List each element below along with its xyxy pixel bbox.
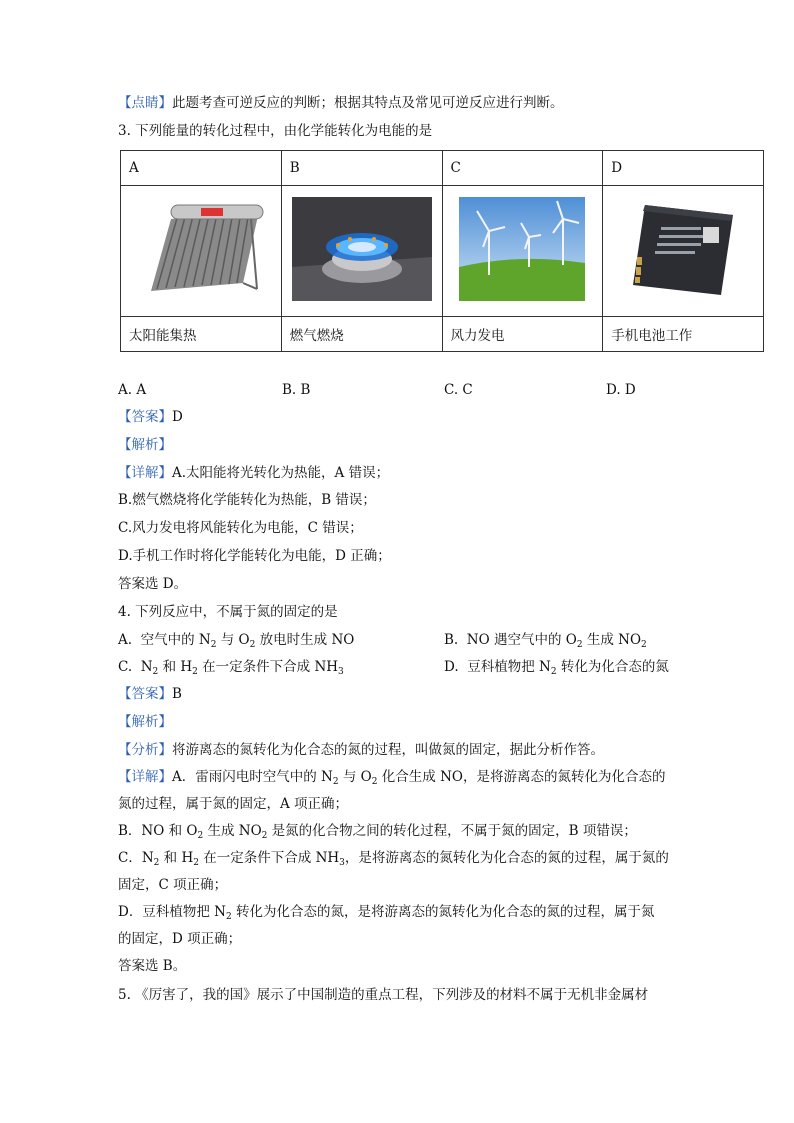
q3-image-cell-a	[121, 186, 282, 317]
q3-caption-b: 燃气燃烧	[281, 317, 442, 352]
q4-analysis-tag: 【解析】	[118, 714, 172, 730]
tip-tag: 【点睛】	[118, 95, 172, 111]
q4-option-b: B. NO 遇空气中的 $O_2$ 生成 $NO_2$	[444, 632, 647, 650]
q3-option-c: C. C	[444, 382, 473, 398]
q4-detail-line-5: 固定，C 项正确；	[118, 877, 228, 893]
solar-water-heater-image	[131, 199, 271, 299]
q3-answer: D	[172, 409, 183, 425]
phone-battery-image	[623, 197, 743, 301]
wind-turbines-image	[459, 197, 585, 301]
q3-header-a: A	[121, 151, 282, 186]
q3-detail-line-1	[118, 463, 389, 483]
q4-answer-line	[118, 684, 182, 704]
q3-detail-tag: 【详解】	[118, 465, 172, 481]
q4-detail-line-3: B．NO 和 $O_2$ 生成 $NO_2$ 是氮的化合物之间的转化过程，不属于氮的固定，B 项错误；	[118, 823, 637, 841]
q3-options-table	[120, 150, 764, 352]
q3-conclusion: 答案选 D。	[118, 576, 188, 592]
q3-detail-2: B.燃气燃烧将化学能转化为热能，B 错误；	[118, 492, 376, 508]
q3-detail-3: C.风力发电将风能转化为电能，C 错误；	[118, 520, 363, 536]
q3-header-d: D	[603, 151, 764, 186]
q4-detail-line-1: 【详解】A．雷雨闪电时空气中的 $N_2$ 与 $O_2$ 化合生成 NO，是将游离态的氮转化为化合态的	[118, 769, 666, 787]
q3-detail-4: D.手机工作时将化学能转化为电能，D 正确；	[118, 548, 391, 564]
q3-image-cell-d	[603, 186, 764, 317]
q3-option-b: B. B	[282, 382, 311, 398]
tip-text: 此题考查可逆反应的判断；根据其特点及常见可逆反应进行判断。	[172, 95, 564, 111]
q4-fenxi: 将游离态的氮转化为化合态的氮的过程，叫做氮的固定，据此分析作答。	[172, 742, 604, 758]
q3-header-b: B	[281, 151, 442, 186]
q4-detail-tag: 【详解】	[118, 769, 172, 785]
q3-answer-tag: 【答案】	[118, 409, 172, 425]
q3-header-c: C	[442, 151, 603, 186]
q4-detail-line-2: 氮的过程，属于氮的固定，A 项正确；	[118, 796, 349, 812]
q4-stem: 4. 下列反应中，不属于氮的固定的是	[118, 604, 338, 620]
q4-fenxi-line	[118, 740, 604, 760]
q3-analysis-tag: 【解析】	[118, 437, 172, 453]
q3-caption-d: 手机电池工作	[603, 317, 764, 352]
q4-option-d: D. 豆科植物把 $N_2$ 转化为化合态的氮	[444, 659, 669, 677]
q3-image-cell-c	[442, 186, 603, 317]
q3-caption-c: 风力发电	[442, 317, 603, 352]
q3-option-a: A. A	[118, 382, 147, 398]
tip-line	[118, 93, 564, 113]
q3-answer-line	[118, 407, 183, 427]
q4-fenxi-tag: 【分析】	[118, 742, 172, 758]
q4-option-a: A. 空气中的 $N_2$ 与 $O_2$ 放电时生成 NO	[118, 632, 355, 650]
gas-burner-image	[292, 197, 432, 301]
q3-detail-1: A.太阳能将光转化为热能，A 错误；	[172, 465, 390, 481]
q4-option-c: C. $N_2$ 和 $H_2$ 在一定条件下合成 $NH_3$	[118, 659, 344, 677]
q4-answer: B	[172, 686, 182, 702]
q3-stem: 3. 下列能量的转化过程中，由化学能转化为电能的是	[118, 123, 433, 139]
q3-image-cell-b	[281, 186, 442, 317]
q4-detail-line-4: C．$N_2$ 和 $H_2$ 在一定条件下合成 $NH_3$，是将游离态的氮转化为化合态的氮的过程，属于氮的	[118, 850, 669, 868]
q4-detail-line-6: D．豆科植物把 $N_2$ 转化为化合态的氮，是将游离态的氮转化为化合态的氮的过程，属于氮	[118, 904, 655, 922]
q4-answer-tag: 【答案】	[118, 686, 172, 702]
q4-detail-line-7: 的固定，D 项正确；	[118, 931, 242, 947]
q4-conclusion: 答案选 B。	[118, 958, 187, 974]
q5-stem: 5. 《厉害了，我的国》展示了中国制造的重点工程，下列涉及的材料不属于无机非金属材	[118, 987, 649, 1003]
q3-option-d: D. D	[606, 382, 636, 398]
q3-caption-a: 太阳能集热	[121, 317, 282, 352]
